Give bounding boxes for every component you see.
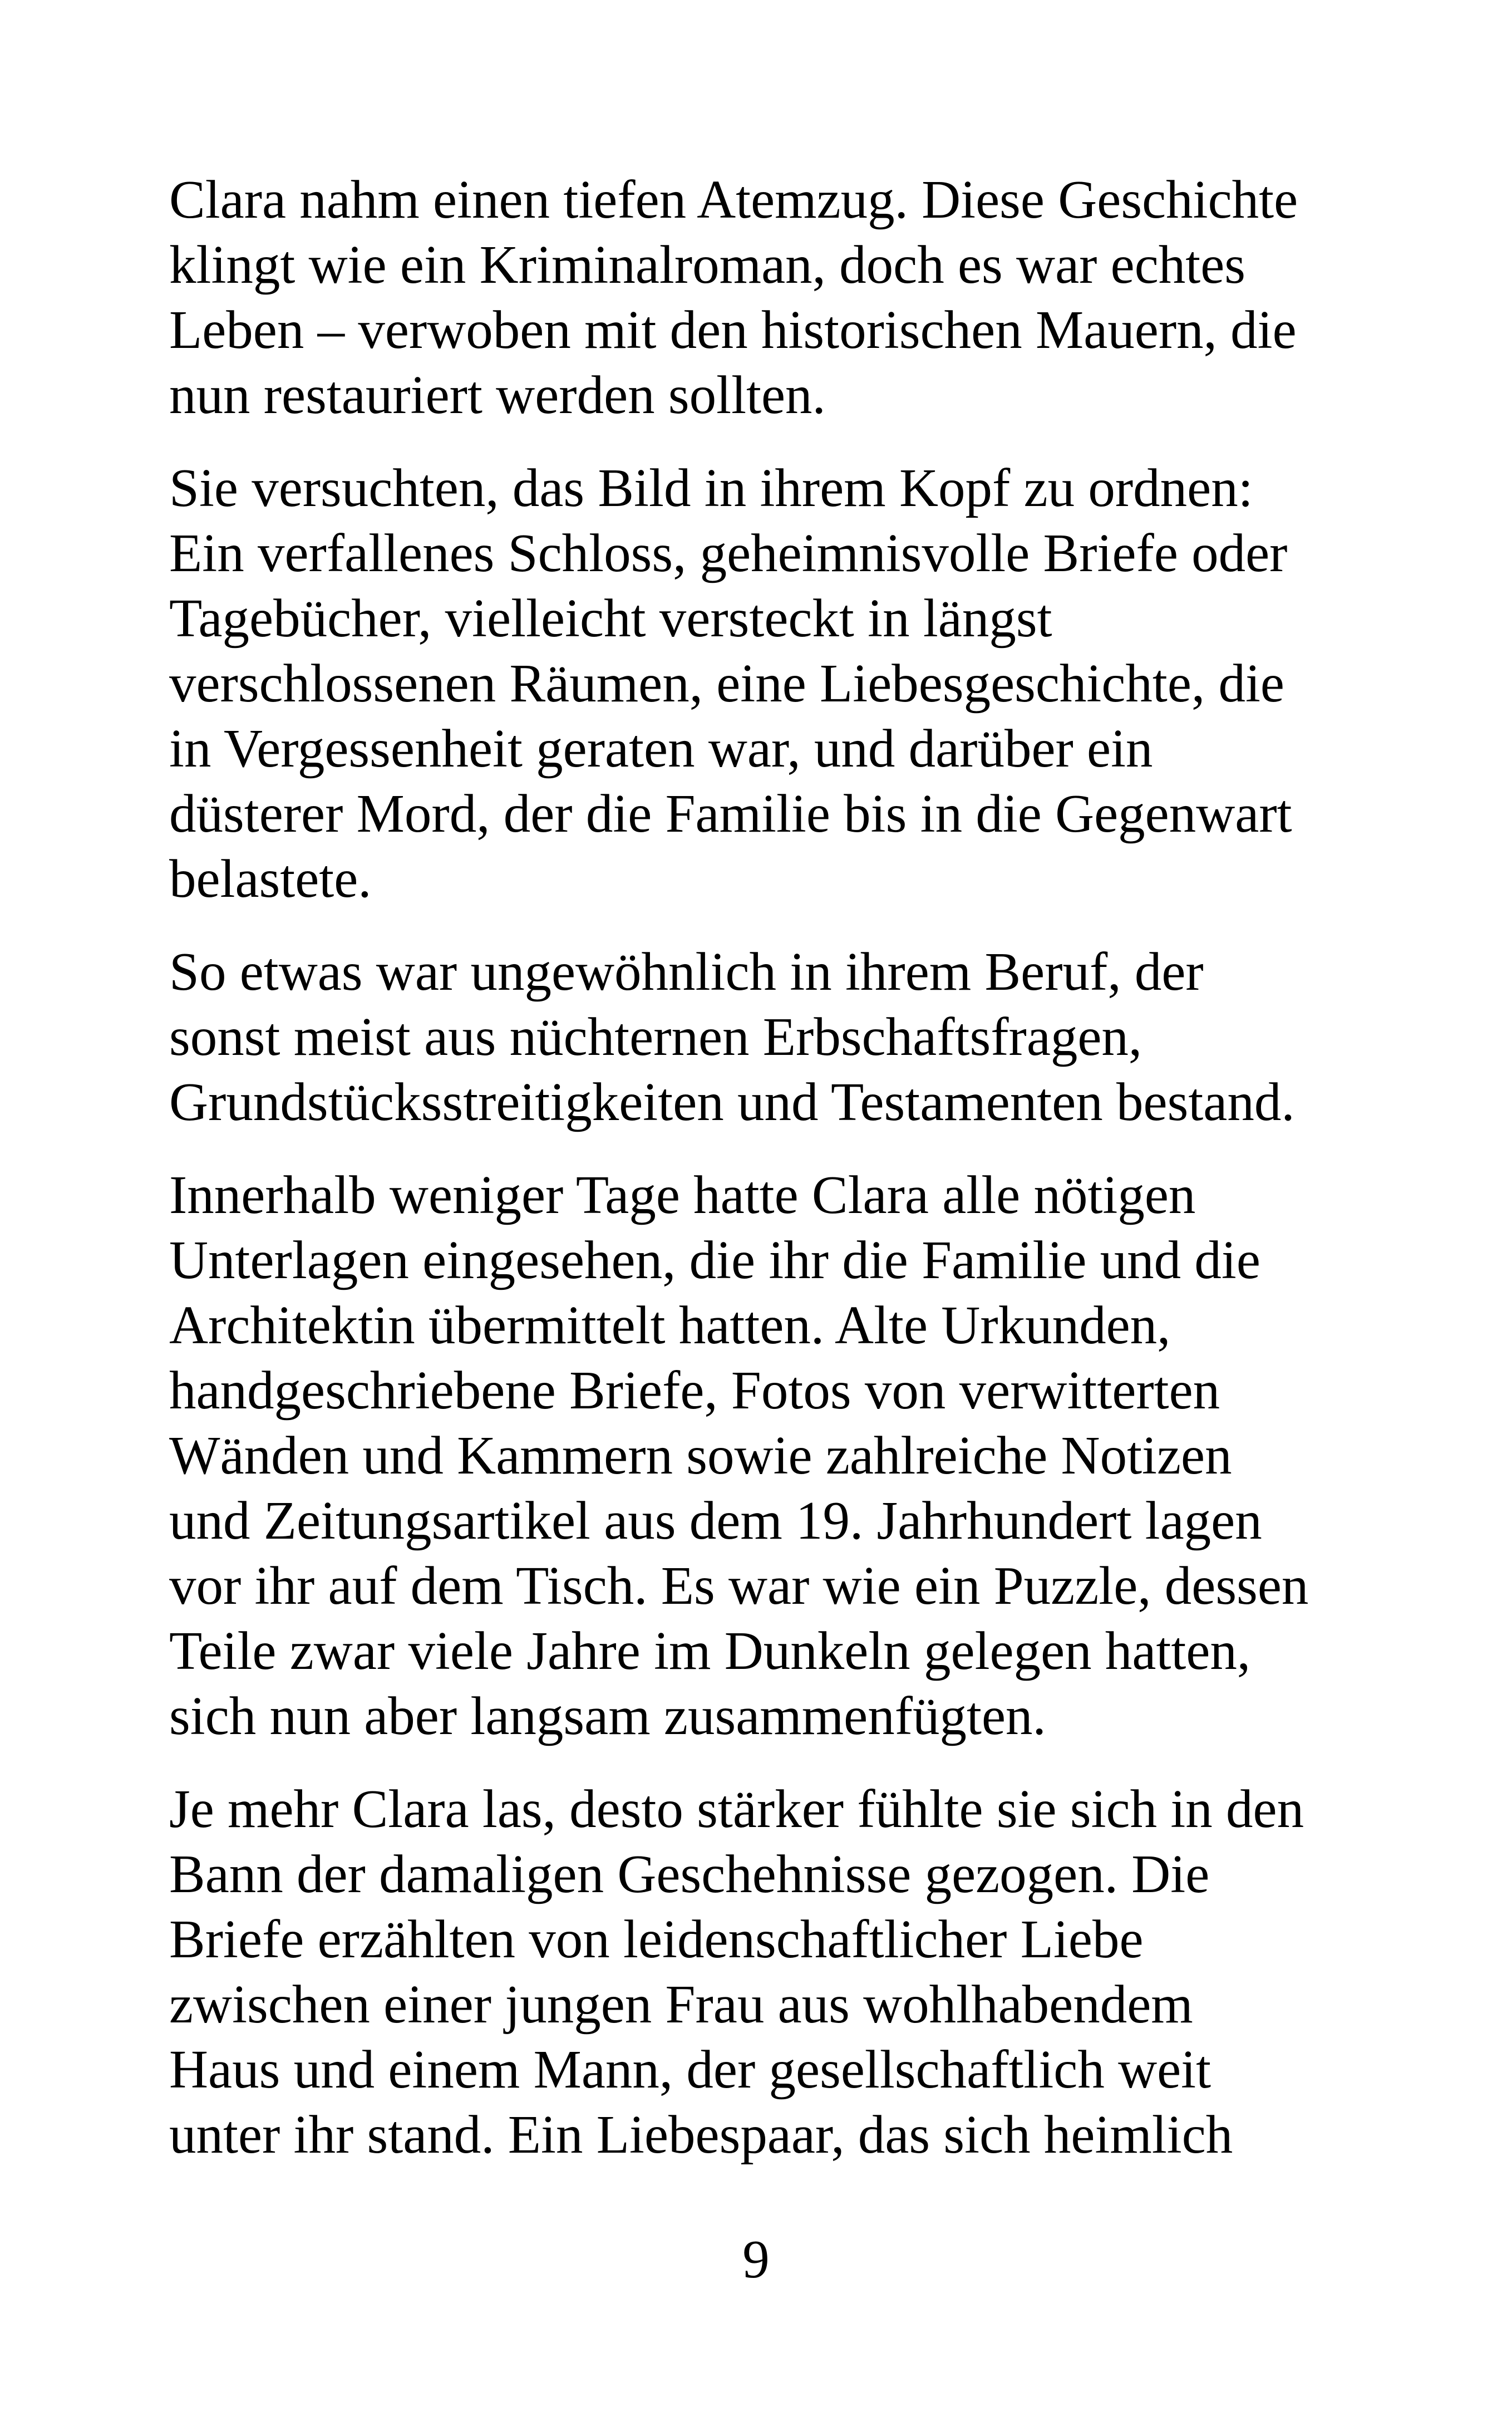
text-line: Haus und einem Mann, der gesellschaftlich weit bbox=[169, 2040, 1211, 2099]
text-line: So etwas war ungewöhnlich in ihrem Beruf, der bbox=[169, 942, 1204, 1001]
text-line: Leben – verwoben mit den historischen Mauern, die bbox=[169, 300, 1297, 360]
page-number: 9 bbox=[742, 2229, 770, 2289]
text-line: nun restauriert werden sollten. bbox=[169, 365, 826, 425]
text-line: Architektin übermittelt hatten. Alte Urkunden, bbox=[169, 1295, 1171, 1355]
text-line: Je mehr Clara las, desto stärker fühlte sie sich in den bbox=[169, 1779, 1304, 1839]
text-line: belastete. bbox=[169, 849, 372, 908]
text-line: Wänden und Kammern sowie zahlreiche Notizen bbox=[169, 1426, 1232, 1485]
text-line: sich nun aber langsam zusammenfügten. bbox=[169, 1686, 1046, 1746]
text-line: Sie versuchten, das Bild in ihrem Kopf zu ordnen: bbox=[169, 458, 1253, 518]
text-line: Tagebücher, vielleicht versteckt in längst bbox=[169, 588, 1052, 648]
paragraph-3 bbox=[169, 939, 1393, 1135]
text-line: Briefe erzählten von leidenschaftlicher Liebe bbox=[169, 1909, 1144, 1969]
text-line: Ein verfallenes Schloss, geheimnisvolle Briefe oder bbox=[169, 523, 1288, 583]
paragraph-2 bbox=[169, 455, 1393, 911]
text-line: Innerhalb weniger Tage hatte Clara alle nötigen bbox=[169, 1165, 1196, 1225]
text-line: handgeschriebene Briefe, Fotos von verwitterten bbox=[169, 1361, 1220, 1420]
text-line: Teile zwar viele Jahre im Dunkeln gelegen hatten, bbox=[169, 1621, 1251, 1681]
text-line: Bann der damaligen Geschehnisse gezogen. Die bbox=[169, 1844, 1210, 1904]
text-line: vor ihr auf dem Tisch. Es war wie ein Puzzle, dessen bbox=[169, 1556, 1309, 1615]
text-line: Grundstücksstreitigkeiten und Testamenten bestand. bbox=[169, 1072, 1295, 1132]
paragraph-1 bbox=[169, 167, 1393, 428]
paragraph-4 bbox=[169, 1162, 1393, 1749]
text-line: klingt wie ein Kriminalroman, doch es war echtes bbox=[169, 235, 1246, 294]
text-line: verschlossenen Räumen, eine Liebesgeschichte, die bbox=[169, 654, 1284, 713]
paragraph-5 bbox=[169, 1776, 1393, 2167]
text-line: unter ihr stand. Ein Liebespaar, das sich heimlich bbox=[169, 2105, 1233, 2164]
body-text bbox=[169, 167, 1393, 2195]
text-line: Unterlagen eingesehen, die ihr die Familie und die bbox=[169, 1230, 1260, 1290]
text-line: in Vergessenheit geraten war, und darüber ein bbox=[169, 719, 1153, 778]
text-line: sonst meist aus nüchternen Erbschaftsfragen, bbox=[169, 1007, 1142, 1067]
text-line: und Zeitungsartikel aus dem 19. Jahrhundert lagen bbox=[169, 1491, 1262, 1550]
text-line: Clara nahm einen tiefen Atemzug. Diese Geschichte bbox=[169, 170, 1298, 229]
text-line: düsterer Mord, der die Familie bis in die Gegenwart bbox=[169, 784, 1292, 843]
text-line: zwischen einer jungen Frau aus wohlhabendem bbox=[169, 1975, 1193, 2034]
